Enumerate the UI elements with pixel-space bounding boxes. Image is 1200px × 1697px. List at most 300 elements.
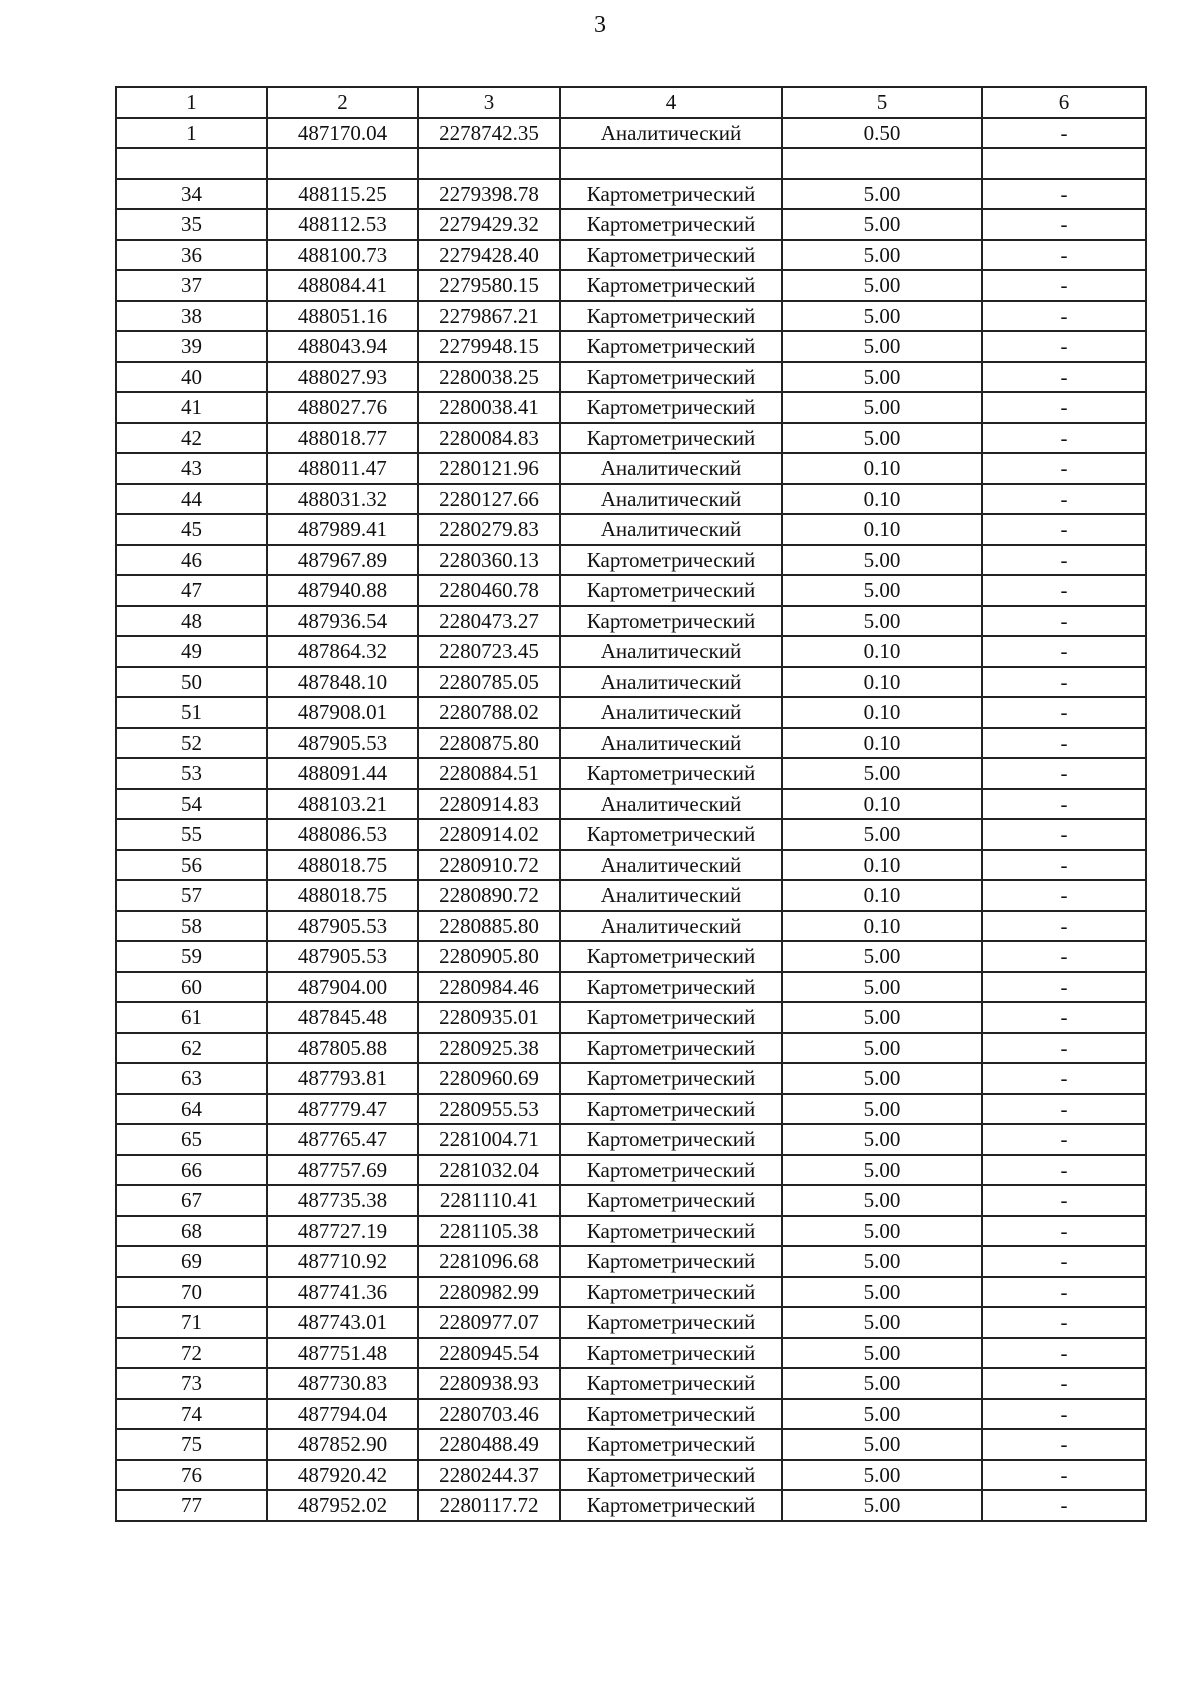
table-cell: 487845.48 bbox=[267, 1002, 418, 1033]
table-cell: Аналитический bbox=[560, 118, 782, 149]
table-cell: 2280127.66 bbox=[418, 484, 560, 515]
table-cell: 2280785.05 bbox=[418, 667, 560, 698]
table-cell: 487864.32 bbox=[267, 636, 418, 667]
table-cell: Аналитический bbox=[560, 453, 782, 484]
table-cell: - bbox=[982, 1094, 1146, 1125]
table-cell: 5.00 bbox=[782, 270, 982, 301]
table-cell: 5.00 bbox=[782, 331, 982, 362]
table-cell: - bbox=[982, 758, 1146, 789]
table-cell: 41 bbox=[116, 392, 267, 423]
table-cell: 2280914.83 bbox=[418, 789, 560, 820]
page-number: 3 bbox=[594, 12, 606, 38]
table-cell: 44 bbox=[116, 484, 267, 515]
table-cell: 2280038.41 bbox=[418, 392, 560, 423]
table-cell bbox=[782, 148, 982, 179]
table-row bbox=[116, 667, 1146, 698]
table-row bbox=[116, 362, 1146, 393]
table-cell: 74 bbox=[116, 1399, 267, 1430]
table-cell: 5.00 bbox=[782, 362, 982, 393]
table-cell: 5.00 bbox=[782, 819, 982, 850]
table-cell: Картометрический bbox=[560, 545, 782, 576]
table-cell: 42 bbox=[116, 423, 267, 454]
table-cell: - bbox=[982, 1277, 1146, 1308]
header-cell: 4 bbox=[560, 87, 782, 118]
table-cell: - bbox=[982, 423, 1146, 454]
table-cell: 487989.41 bbox=[267, 514, 418, 545]
table-cell: 1 bbox=[116, 118, 267, 149]
table-row bbox=[116, 1368, 1146, 1399]
table-cell: 0.10 bbox=[782, 789, 982, 820]
table-cell: - bbox=[982, 1460, 1146, 1491]
table-cell: 2279398.78 bbox=[418, 179, 560, 210]
table-cell: 64 bbox=[116, 1094, 267, 1125]
table-cell: - bbox=[982, 1216, 1146, 1247]
table-cell: 487743.01 bbox=[267, 1307, 418, 1338]
table-cell: 46 bbox=[116, 545, 267, 576]
table-cell: Картометрический bbox=[560, 1460, 782, 1491]
table-cell: 2280488.49 bbox=[418, 1429, 560, 1460]
table-cell: 2279867.21 bbox=[418, 301, 560, 332]
table-cell: 2280703.46 bbox=[418, 1399, 560, 1430]
table-cell: 69 bbox=[116, 1246, 267, 1277]
table-cell: 0.10 bbox=[782, 880, 982, 911]
table-row bbox=[116, 514, 1146, 545]
table-cell: - bbox=[982, 667, 1146, 698]
table-cell: Картометрический bbox=[560, 1246, 782, 1277]
table-cell: 2278742.35 bbox=[418, 118, 560, 149]
table-cell: 5.00 bbox=[782, 1185, 982, 1216]
table-cell: 2280460.78 bbox=[418, 575, 560, 606]
table-cell: 2280723.45 bbox=[418, 636, 560, 667]
header-cell: 2 bbox=[267, 87, 418, 118]
table-cell: - bbox=[982, 209, 1146, 240]
table-row bbox=[116, 392, 1146, 423]
table-cell: Картометрический bbox=[560, 1185, 782, 1216]
table-cell: 488103.21 bbox=[267, 789, 418, 820]
table-cell: Картометрический bbox=[560, 972, 782, 1003]
table-cell: 487741.36 bbox=[267, 1277, 418, 1308]
table-cell: Картометрический bbox=[560, 758, 782, 789]
table-cell: 2280884.51 bbox=[418, 758, 560, 789]
table-cell: Картометрический bbox=[560, 1216, 782, 1247]
table-cell: Картометрический bbox=[560, 1094, 782, 1125]
table-cell: Картометрический bbox=[560, 1277, 782, 1308]
table-cell: - bbox=[982, 789, 1146, 820]
table-cell: 2281110.41 bbox=[418, 1185, 560, 1216]
table-cell: 5.00 bbox=[782, 606, 982, 637]
table-row bbox=[116, 1216, 1146, 1247]
table-cell bbox=[267, 148, 418, 179]
table-cell: 5.00 bbox=[782, 1094, 982, 1125]
table-cell: 2280121.96 bbox=[418, 453, 560, 484]
table-cell: 72 bbox=[116, 1338, 267, 1369]
table-cell: 2280960.69 bbox=[418, 1063, 560, 1094]
table-cell: 63 bbox=[116, 1063, 267, 1094]
table-cell: 5.00 bbox=[782, 392, 982, 423]
table-cell: Картометрический bbox=[560, 1002, 782, 1033]
table-row bbox=[116, 850, 1146, 881]
table-cell: 5.00 bbox=[782, 1338, 982, 1369]
table-row bbox=[116, 758, 1146, 789]
table-cell: Картометрический bbox=[560, 1368, 782, 1399]
table-cell: - bbox=[982, 728, 1146, 759]
table-cell: - bbox=[982, 606, 1146, 637]
table-cell: 488011.47 bbox=[267, 453, 418, 484]
table-cell: Картометрический bbox=[560, 1490, 782, 1521]
table-cell: 488100.73 bbox=[267, 240, 418, 271]
table-cell: 53 bbox=[116, 758, 267, 789]
table-cell: 67 bbox=[116, 1185, 267, 1216]
table-cell: 0.10 bbox=[782, 667, 982, 698]
table-cell: 0.10 bbox=[782, 850, 982, 881]
table-cell: 5.00 bbox=[782, 1307, 982, 1338]
table-row bbox=[116, 1429, 1146, 1460]
table-cell: 488051.16 bbox=[267, 301, 418, 332]
table-cell: - bbox=[982, 1155, 1146, 1186]
table-cell: Картометрический bbox=[560, 209, 782, 240]
table-cell: 487794.04 bbox=[267, 1399, 418, 1430]
table-row bbox=[116, 636, 1146, 667]
table-cell: 2280244.37 bbox=[418, 1460, 560, 1491]
table-cell bbox=[116, 148, 267, 179]
table-cell: 487727.19 bbox=[267, 1216, 418, 1247]
table-cell: - bbox=[982, 1490, 1146, 1521]
table-cell: 487908.01 bbox=[267, 697, 418, 728]
table-cell: - bbox=[982, 1124, 1146, 1155]
table-cell bbox=[560, 148, 782, 179]
table-cell: 487904.00 bbox=[267, 972, 418, 1003]
table-cell: 5.00 bbox=[782, 1002, 982, 1033]
table-cell: 0.10 bbox=[782, 514, 982, 545]
table-cell: 5.00 bbox=[782, 301, 982, 332]
table-cell: 0.10 bbox=[782, 697, 982, 728]
table-cell: 487905.53 bbox=[267, 941, 418, 972]
table-cell: Картометрический bbox=[560, 575, 782, 606]
table-cell: 50 bbox=[116, 667, 267, 698]
table-cell: Картометрический bbox=[560, 1338, 782, 1369]
table-cell: 38 bbox=[116, 301, 267, 332]
table-row bbox=[116, 880, 1146, 911]
table-cell: - bbox=[982, 118, 1146, 149]
table-cell: Картометрический bbox=[560, 270, 782, 301]
table-cell: 488027.93 bbox=[267, 362, 418, 393]
table-row bbox=[116, 1338, 1146, 1369]
table-cell: 487757.69 bbox=[267, 1155, 418, 1186]
table-cell: 488027.76 bbox=[267, 392, 418, 423]
table-row bbox=[116, 1246, 1146, 1277]
table-cell: 487751.48 bbox=[267, 1338, 418, 1369]
table-cell: Картометрический bbox=[560, 392, 782, 423]
table-cell: 2280279.83 bbox=[418, 514, 560, 545]
table-cell: 5.00 bbox=[782, 1216, 982, 1247]
table-cell: 2280955.53 bbox=[418, 1094, 560, 1125]
table-cell: - bbox=[982, 484, 1146, 515]
table-cell: 73 bbox=[116, 1368, 267, 1399]
table-cell: 5.00 bbox=[782, 1490, 982, 1521]
table-cell: 488091.44 bbox=[267, 758, 418, 789]
table-cell: 2280360.13 bbox=[418, 545, 560, 576]
table-cell: 66 bbox=[116, 1155, 267, 1186]
table-cell: 2280982.99 bbox=[418, 1277, 560, 1308]
table-row bbox=[116, 423, 1146, 454]
table-cell: Картометрический bbox=[560, 362, 782, 393]
table-cell: 487735.38 bbox=[267, 1185, 418, 1216]
table-cell: 34 bbox=[116, 179, 267, 210]
table-cell: 487952.02 bbox=[267, 1490, 418, 1521]
table-row bbox=[116, 1063, 1146, 1094]
table-cell: 2281004.71 bbox=[418, 1124, 560, 1155]
table-cell: 62 bbox=[116, 1033, 267, 1064]
table-cell: Картометрический bbox=[560, 1033, 782, 1064]
table-cell: 61 bbox=[116, 1002, 267, 1033]
table-cell: 5.00 bbox=[782, 575, 982, 606]
table-row bbox=[116, 606, 1146, 637]
table-cell: 2280473.27 bbox=[418, 606, 560, 637]
table-row bbox=[116, 1155, 1146, 1186]
table-cell: 5.00 bbox=[782, 941, 982, 972]
table-cell: 57 bbox=[116, 880, 267, 911]
table-cell: - bbox=[982, 1063, 1146, 1094]
table-cell: 487905.53 bbox=[267, 728, 418, 759]
table-cell: 2280914.02 bbox=[418, 819, 560, 850]
table-row bbox=[116, 911, 1146, 942]
table-row bbox=[116, 1490, 1146, 1521]
table-cell: 49 bbox=[116, 636, 267, 667]
table-cell: Картометрический bbox=[560, 240, 782, 271]
table-cell: 5.00 bbox=[782, 1368, 982, 1399]
table-cell: Картометрический bbox=[560, 1124, 782, 1155]
table-cell bbox=[418, 148, 560, 179]
table-cell: 68 bbox=[116, 1216, 267, 1247]
table-row bbox=[116, 301, 1146, 332]
coordinates-table bbox=[115, 86, 1147, 1522]
table-cell: Аналитический bbox=[560, 880, 782, 911]
table-row bbox=[116, 1307, 1146, 1338]
table-row bbox=[116, 728, 1146, 759]
table-cell: Аналитический bbox=[560, 789, 782, 820]
table-cell: 2279948.15 bbox=[418, 331, 560, 362]
table-cell: 5.00 bbox=[782, 209, 982, 240]
table-cell: 59 bbox=[116, 941, 267, 972]
table-cell: 71 bbox=[116, 1307, 267, 1338]
table-cell: Картометрический bbox=[560, 606, 782, 637]
table-cell: - bbox=[982, 1368, 1146, 1399]
table-cell: 70 bbox=[116, 1277, 267, 1308]
table-cell: - bbox=[982, 941, 1146, 972]
table-cell: 2279428.40 bbox=[418, 240, 560, 271]
table-cell: - bbox=[982, 453, 1146, 484]
table-cell: 2280890.72 bbox=[418, 880, 560, 911]
table-cell: 2280905.80 bbox=[418, 941, 560, 972]
table-cell: - bbox=[982, 1429, 1146, 1460]
table-cell: 2280038.25 bbox=[418, 362, 560, 393]
table-cell: 75 bbox=[116, 1429, 267, 1460]
table-cell: - bbox=[982, 301, 1146, 332]
table-row bbox=[116, 941, 1146, 972]
table-cell: 487967.89 bbox=[267, 545, 418, 576]
table-cell: 54 bbox=[116, 789, 267, 820]
table-row bbox=[116, 1185, 1146, 1216]
table-cell: - bbox=[982, 331, 1146, 362]
table-cell: - bbox=[982, 911, 1146, 942]
table-cell: 2280977.07 bbox=[418, 1307, 560, 1338]
table-cell: - bbox=[982, 240, 1146, 271]
table-row bbox=[116, 1124, 1146, 1155]
table-cell: 488018.75 bbox=[267, 880, 418, 911]
table-cell: - bbox=[982, 270, 1146, 301]
table-cell: 5.00 bbox=[782, 1399, 982, 1430]
table-cell: 487848.10 bbox=[267, 667, 418, 698]
table-cell: 51 bbox=[116, 697, 267, 728]
table-cell: 5.00 bbox=[782, 179, 982, 210]
table-cell: 487793.81 bbox=[267, 1063, 418, 1094]
table-cell: 5.00 bbox=[782, 1246, 982, 1277]
table-cell: 0.50 bbox=[782, 118, 982, 149]
table-cell: 5.00 bbox=[782, 545, 982, 576]
table-cell: 65 bbox=[116, 1124, 267, 1155]
table-cell: 0.10 bbox=[782, 484, 982, 515]
table-cell: 5.00 bbox=[782, 758, 982, 789]
table-cell bbox=[982, 148, 1146, 179]
table-cell: 5.00 bbox=[782, 1460, 982, 1491]
header-cell: 3 bbox=[418, 87, 560, 118]
table-cell: 5.00 bbox=[782, 1155, 982, 1186]
table-cell: 43 bbox=[116, 453, 267, 484]
table-cell: 487905.53 bbox=[267, 911, 418, 942]
table-cell: Картометрический bbox=[560, 331, 782, 362]
header-cell: 6 bbox=[982, 87, 1146, 118]
table-cell: 488115.25 bbox=[267, 179, 418, 210]
table-cell: 488018.77 bbox=[267, 423, 418, 454]
table-cell: - bbox=[982, 179, 1146, 210]
table-row bbox=[116, 1033, 1146, 1064]
table-cell: 0.10 bbox=[782, 636, 982, 667]
table-cell: - bbox=[982, 850, 1146, 881]
table-row bbox=[116, 179, 1146, 210]
table-cell: 487920.42 bbox=[267, 1460, 418, 1491]
table-cell: - bbox=[982, 1002, 1146, 1033]
table-cell: 487940.88 bbox=[267, 575, 418, 606]
table-cell: 487852.90 bbox=[267, 1429, 418, 1460]
table-cell: 77 bbox=[116, 1490, 267, 1521]
table-cell: Картометрический bbox=[560, 1307, 782, 1338]
table-row bbox=[116, 484, 1146, 515]
table-cell: 487710.92 bbox=[267, 1246, 418, 1277]
table-cell: 2280925.38 bbox=[418, 1033, 560, 1064]
table-cell: - bbox=[982, 575, 1146, 606]
table-cell: Картометрический bbox=[560, 1155, 782, 1186]
table-cell: - bbox=[982, 1033, 1146, 1064]
table-cell: - bbox=[982, 636, 1146, 667]
table-cell: Аналитический bbox=[560, 636, 782, 667]
table-cell: 5.00 bbox=[782, 1277, 982, 1308]
table-cell: 2280875.80 bbox=[418, 728, 560, 759]
table-cell: 47 bbox=[116, 575, 267, 606]
table-row bbox=[116, 331, 1146, 362]
table-cell: Картометрический bbox=[560, 819, 782, 850]
table-cell: - bbox=[982, 514, 1146, 545]
table-cell: 487765.47 bbox=[267, 1124, 418, 1155]
table-cell: Картометрический bbox=[560, 1063, 782, 1094]
table-cell: - bbox=[982, 880, 1146, 911]
table-cell: 5.00 bbox=[782, 423, 982, 454]
table-cell: 488086.53 bbox=[267, 819, 418, 850]
table-cell: 5.00 bbox=[782, 1124, 982, 1155]
table-cell: 52 bbox=[116, 728, 267, 759]
table-cell: 488031.32 bbox=[267, 484, 418, 515]
table-cell: Картометрический bbox=[560, 179, 782, 210]
table-cell: Аналитический bbox=[560, 514, 782, 545]
table-cell: Картометрический bbox=[560, 301, 782, 332]
table-cell: 5.00 bbox=[782, 1063, 982, 1094]
table-cell: 35 bbox=[116, 209, 267, 240]
table-cell: 2280945.54 bbox=[418, 1338, 560, 1369]
table-cell: Аналитический bbox=[560, 728, 782, 759]
table-row bbox=[116, 270, 1146, 301]
table-cell: Аналитический bbox=[560, 911, 782, 942]
table-cell: 487170.04 bbox=[267, 118, 418, 149]
table-cell: 5.00 bbox=[782, 972, 982, 1003]
table-cell: - bbox=[982, 1246, 1146, 1277]
table-cell: Аналитический bbox=[560, 484, 782, 515]
table-cell: 2279429.32 bbox=[418, 209, 560, 240]
table-cell: 2281105.38 bbox=[418, 1216, 560, 1247]
table-row bbox=[116, 972, 1146, 1003]
table-cell: 0.10 bbox=[782, 728, 982, 759]
table-row bbox=[116, 209, 1146, 240]
table-cell: 2280117.72 bbox=[418, 1490, 560, 1521]
table-cell: 39 bbox=[116, 331, 267, 362]
table-row bbox=[116, 240, 1146, 271]
table-cell: 488112.53 bbox=[267, 209, 418, 240]
table-cell: 37 bbox=[116, 270, 267, 301]
table-cell: 48 bbox=[116, 606, 267, 637]
table-cell: 487730.83 bbox=[267, 1368, 418, 1399]
table-cell: Картометрический bbox=[560, 423, 782, 454]
header-cell: 1 bbox=[116, 87, 267, 118]
table-cell: - bbox=[982, 1399, 1146, 1430]
table-row bbox=[116, 819, 1146, 850]
table-cell: 76 bbox=[116, 1460, 267, 1491]
table-cell: 2280788.02 bbox=[418, 697, 560, 728]
table-cell: 5.00 bbox=[782, 240, 982, 271]
table-cell: 487779.47 bbox=[267, 1094, 418, 1125]
table-cell: 0.10 bbox=[782, 911, 982, 942]
table-cell: 2281096.68 bbox=[418, 1246, 560, 1277]
table-cell: - bbox=[982, 362, 1146, 393]
table-cell: Аналитический bbox=[560, 697, 782, 728]
table-cell: 2280938.93 bbox=[418, 1368, 560, 1399]
header-row bbox=[116, 87, 1146, 118]
table-cell: 2279580.15 bbox=[418, 270, 560, 301]
table-cell: - bbox=[982, 819, 1146, 850]
table-cell: 40 bbox=[116, 362, 267, 393]
table-cell: 488018.75 bbox=[267, 850, 418, 881]
table-cell: - bbox=[982, 1307, 1146, 1338]
table-row bbox=[116, 789, 1146, 820]
table-row bbox=[116, 453, 1146, 484]
table-cell: Аналитический bbox=[560, 850, 782, 881]
table-cell: 56 bbox=[116, 850, 267, 881]
table-cell: - bbox=[982, 972, 1146, 1003]
table-cell: 487936.54 bbox=[267, 606, 418, 637]
table-cell: 488043.94 bbox=[267, 331, 418, 362]
table-row bbox=[116, 148, 1146, 179]
table-cell: 2280910.72 bbox=[418, 850, 560, 881]
table-cell: - bbox=[982, 545, 1146, 576]
table-row bbox=[116, 575, 1146, 606]
table-cell: 45 bbox=[116, 514, 267, 545]
